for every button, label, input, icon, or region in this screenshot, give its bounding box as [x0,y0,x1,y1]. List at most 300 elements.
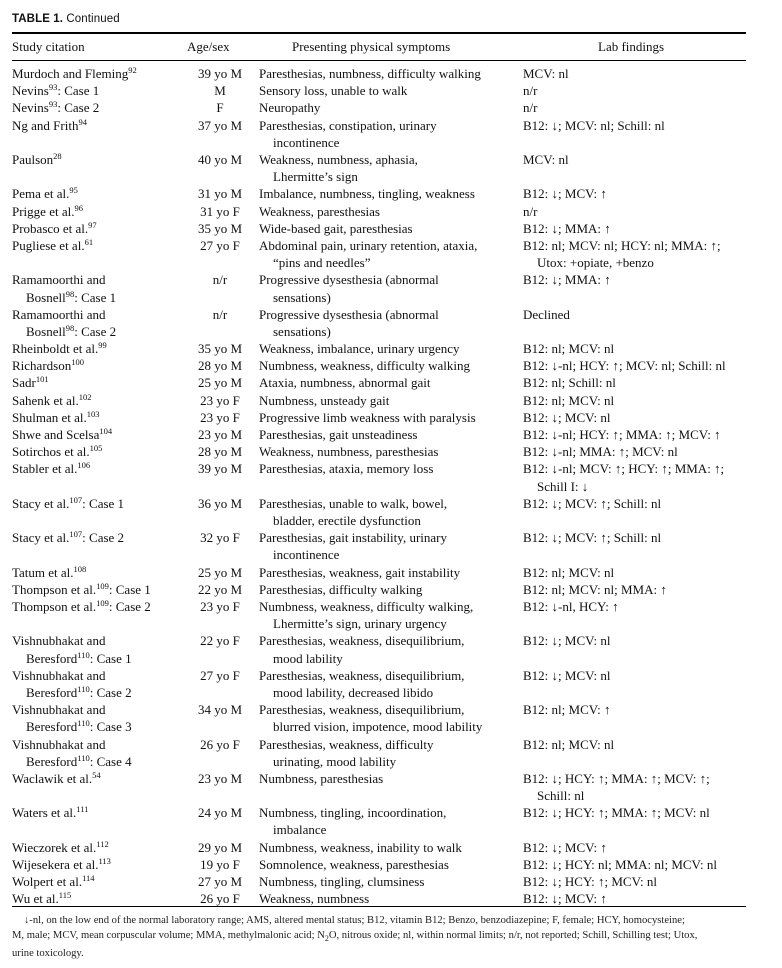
study-citation-cell [12,357,184,374]
lab-findings-line: B12: nl; Schill: nl [523,375,616,391]
age-sex-cell: 22 yo F [200,633,240,649]
study-citation-cell [12,495,184,512]
symptoms-line: Ataxia, numbness, abnormal gait [259,375,431,391]
table-row [0,374,782,391]
study-citation-cell [12,99,184,116]
lab-findings-cell [523,392,751,409]
age-sex-cell: 40 yo M [197,151,243,167]
study-citation-line [12,426,184,443]
study-citation-line [12,392,184,409]
symptoms-cell [259,65,521,82]
lab-findings-cell [523,770,751,804]
case-label: : Case 1 [89,650,132,666]
symptoms-line: Paresthesias, difficulty walking [259,581,423,597]
symptoms-cell [259,409,521,426]
symptoms-cell [259,306,521,340]
footnote-subscript: 2 [324,934,329,944]
lab-findings-line: B12: ↓-nl; MCV: ↑; HCY: ↑; MMA: ↑; [523,461,725,477]
symptoms-line: Numbness, paresthesias [259,770,384,786]
study-citation-text: Wolpert et al. [12,874,83,890]
study-citation-cell [12,804,184,821]
reference-number: 110 [77,683,90,694]
age-sex-cell: 28 yo M [197,358,243,374]
study-citation-text: Richardson [12,358,72,374]
lab-findings-cell [523,890,751,907]
age-sex-cell: 31 yo F [200,203,240,219]
age-sex-cell: 28 yo M [197,444,243,460]
table-row [0,99,782,116]
symptoms-line: Weakness, numbness, paresthesias [259,444,439,460]
lab-findings-cell [523,839,751,856]
lab-findings-line: B12: ↓-nl; HCY: ↑; MMA: ↑; MCV: ↑ [523,427,721,443]
lab-findings-cell [523,873,751,890]
table-continued: Continued [66,13,120,25]
reference-number: 106 [77,460,91,471]
symptoms-cell [259,890,521,907]
table-body [0,65,782,907]
table-row [0,82,782,99]
symptoms-line: Weakness, numbness [259,891,370,907]
reference-number: 100 [71,357,84,368]
reference-number: 110 [77,649,90,660]
lab-findings-cell [523,340,751,357]
table-header [0,39,782,57]
age-sex-cell: 22 yo M [197,581,243,597]
lab-findings-line: B12: ↓; MCV: ↑ [523,891,607,907]
lab-findings-line: MCV: nl [523,151,569,167]
lab-findings-line: B12: ↓; HCY: nl; MMA: nl; MCV: nl [523,856,717,872]
study-citation-cell [12,839,184,856]
study-citation-line [12,151,184,168]
lab-findings-cell [523,736,751,753]
symptoms-line: imbalance [273,822,327,838]
symptoms-cell [259,237,521,271]
case-label: : Case 2 [89,684,132,700]
study-citation-text: Ramamoorthi and [12,272,106,288]
symptoms-line: Paresthesias, weakness, difficulty [259,736,434,752]
study-citation-line [12,667,184,684]
study-citation-cell [12,237,184,254]
lab-findings-line: Utox: +opiate, +benzo [537,255,654,271]
reference-number: 93 [48,99,58,110]
study-citation-line [12,701,184,718]
case-label: : Case 1 [74,289,117,305]
lab-findings-line: B12: ↓; MMA: ↑ [523,272,611,288]
header-age-sex: Age/sex [187,39,230,54]
lab-findings-line: B12: ↓; MMA: ↑ [523,220,611,236]
symptoms-line: Paresthesias, numbness, difficulty walking [259,66,481,81]
table-row [0,770,782,804]
study-citation-text: Beresford [26,719,78,735]
table-row [0,65,782,82]
reference-number: 108 [73,563,87,574]
case-label: : Case 1 [82,495,125,511]
study-citation-text: Pema et al. [12,186,70,202]
study-citation-line [12,65,184,82]
age-sex-cell: 26 yo F [200,891,240,907]
lab-findings-line: n/r [523,203,538,219]
study-citation-cell [12,271,184,305]
symptoms-cell [259,529,521,563]
reference-number: 97 [88,219,97,230]
header-symptoms: Presenting physical symptoms [292,39,451,54]
symptoms-cell [259,185,521,202]
table-row [0,564,782,581]
lab-findings-line: B12: ↓; MCV: nl [523,409,611,425]
table-row [0,598,782,632]
study-citation-text: Pugliese et al. [12,237,85,253]
study-citation-text: Stacy et al. [12,495,70,511]
study-citation-text: Sotirchos et al. [12,444,90,460]
study-citation-text: Shulman et al. [12,409,87,425]
symptoms-cell [259,460,521,477]
lab-findings-line: Declined [523,306,570,322]
table-row [0,804,782,838]
symptoms-line: “pins and needles” [273,255,371,271]
study-citation-cell [12,151,184,168]
lab-findings-cell [523,374,751,391]
study-citation-cell [12,564,184,581]
symptoms-cell [259,443,521,460]
age-sex-cell: 26 yo F [200,736,240,752]
study-citation-cell [12,856,184,873]
symptoms-line: Abdominal pain, urinary retention, ataxia, [259,237,478,253]
reference-number: 98 [65,322,75,333]
bottom-rule [12,906,746,907]
symptoms-cell [259,426,521,443]
study-citation-line [12,460,184,477]
reference-number: 96 [74,202,83,213]
age-sex-cell: F [216,100,224,116]
study-citation-text: Beresford [26,753,78,769]
lab-findings-line: B12: ↓-nl; MMA: ↑; MCV: nl [523,444,678,460]
lab-findings-line: B12: ↓; MCV: ↑ [523,839,607,855]
table-caption [12,13,120,25]
symptoms-cell [259,82,521,99]
age-sex-cell: 32 yo F [200,530,240,546]
case-label: : Case 2 [57,100,100,116]
study-citation-line [12,581,184,598]
reference-number: 111 [76,804,89,815]
study-citation-text: Nevins [12,83,49,99]
reference-number: 110 [77,718,90,729]
table-row [0,117,782,151]
study-citation-cell [12,340,184,357]
lab-findings-cell [523,185,751,202]
table-row [0,736,782,770]
table-row [0,581,782,598]
study-citation-cell [12,117,184,134]
study-citation-cell [12,736,184,770]
reference-number: 102 [78,391,92,402]
symptoms-line: Progressive limb weakness with paralysis [259,409,476,425]
lab-findings-line: B12: ↓; HCY: ↑; MMA: ↑; MCV: ↑; [523,770,710,786]
symptoms-line: Imbalance, numbness, tingling, weakness [259,186,475,202]
case-label: : Case 1 [108,581,151,597]
symptoms-line: Paresthesias, gait unsteadiness [259,427,418,443]
study-citation-text: Vishnubhakat and [12,736,106,752]
study-citation-line [12,340,184,357]
study-citation-text: Sahenk et al. [12,392,79,408]
study-citation-cell [12,374,184,391]
study-citation-line [12,529,184,546]
study-citation-cell [12,185,184,202]
reference-number: 93 [48,82,58,93]
lab-findings-line: B12: ↓; HCY: ↑; MMA: ↑; MCV: nl [523,805,710,821]
lab-findings-cell [523,426,751,443]
study-citation-cell [12,65,184,82]
lab-findings-line: B12: ↓; MCV: nl; Schill: nl [523,117,665,133]
symptoms-cell [259,873,521,890]
study-citation-line [12,409,184,426]
footnote-line-1: ↓-nl, on the low end of the normal laboratory range; AMS, altered mental status; B12, vitamin B12; Benzo, benzodiazepine; F, female; HCY, homocysteine; [24,915,685,926]
study-citation-text: Ramamoorthi and [12,306,106,322]
symptoms-line: Numbness, tingling, incoordination, [259,805,447,821]
symptoms-line: Paresthesias, weakness, disequilibrium, [259,667,465,683]
table-row [0,237,782,271]
age-sex-cell: 25 yo M [197,564,243,580]
lab-findings-cell [523,203,751,220]
study-citation-text: Shwe and Scelsa [12,427,100,443]
study-citation-line [12,237,184,254]
symptoms-line: Progressive dysesthesia (abnormal [259,306,439,322]
study-citation-text: Paulson [12,151,54,167]
header-rule [12,60,746,61]
study-citation-text: Beresford [26,684,78,700]
lab-findings-cell [523,99,751,116]
table-row [0,667,782,701]
footnote-line-2 [12,928,748,946]
age-sex-cell: 31 yo M [197,186,243,202]
age-sex-cell: 25 yo M [197,375,243,391]
study-citation-text: Rheinboldt et al. [12,341,99,357]
study-citation-line [12,736,184,753]
reference-number: 114 [82,873,95,884]
symptoms-cell [259,598,521,632]
age-sex-cell: 23 yo F [200,409,240,425]
case-label: : Case 3 [89,719,132,735]
symptoms-line: Weakness, paresthesias [259,203,380,219]
study-citation-line [12,374,184,391]
study-citation-line [12,99,184,116]
table-row [0,839,782,856]
lab-findings-cell [523,151,751,168]
symptoms-cell [259,495,521,529]
symptoms-cell [259,374,521,391]
symptoms-cell [259,736,521,770]
footnote-line-2-b: O, nitrous oxide; nl, within normal limits; n/r, not reported; Schill, Schilling test; Utox, [328,930,698,941]
study-citation-cell [12,632,184,666]
reference-number: 101 [35,374,49,385]
symptoms-line: Paresthesias, weakness, disequilibrium, [259,702,465,718]
symptoms-cell [259,151,521,185]
study-citation-text: Vishnubhakat and [12,702,106,718]
symptoms-cell [259,804,521,838]
study-citation-line [12,306,184,323]
lab-findings-line: B12: ↓; MCV: nl [523,633,611,649]
symptoms-line: bladder, erectile dysfunction [273,512,421,528]
reference-number: 99 [98,340,107,351]
symptoms-line: incontinence [273,134,340,150]
study-citation-text: Wijesekera et al. [12,856,99,872]
symptoms-cell [259,357,521,374]
symptoms-line: Paresthesias, weakness, gait instability [259,564,461,580]
table-row [0,890,782,907]
study-citation-cell [12,890,184,907]
lab-findings-line: B12: ↓-nl; HCY: ↑; MCV: nl; Schill: nl [523,358,726,374]
symptoms-line: Lhermitte’s sign [273,169,358,185]
study-citation-text: Wieczorek et al. [12,839,97,855]
table-row [0,856,782,873]
reference-number: 109 [96,597,109,608]
case-label: : Case 2 [74,323,117,339]
lab-findings-line: Schill I: ↓ [537,478,589,494]
age-sex-cell: 27 yo F [200,667,240,683]
reference-number: 104 [99,426,113,437]
symptoms-line: Numbness, weakness, difficulty walking [259,358,470,374]
study-citation-text: Tatum et al. [12,564,74,580]
study-citation-line [12,117,184,134]
age-sex-cell: 24 yo M [197,805,243,821]
study-citation-text: Waclawik et al. [12,770,93,786]
age-sex-cell: 39 yo M [197,461,243,477]
table-row [0,306,782,340]
study-citation-cell [12,203,184,220]
age-sex-cell: 37 yo M [197,117,243,133]
symptoms-line: sensations) [273,323,331,339]
study-citation-line [12,770,184,787]
age-sex-cell: 34 yo M [197,702,243,718]
study-citation-text: Stabler et al. [12,461,78,477]
lab-findings-line: B12: nl; MCV: nl [523,392,615,408]
age-sex-cell: 35 yo M [197,341,243,357]
lab-findings-line: B12: ↓; MCV: nl [523,667,611,683]
study-citation-cell [12,701,184,735]
table-row [0,340,782,357]
study-citation-line [12,839,184,856]
symptoms-line: Neuropathy [259,100,321,116]
study-citation-text: Thompson et al. [12,581,97,597]
table-row [0,529,782,563]
table-row [0,203,782,220]
lab-findings-cell [523,65,751,82]
study-citation-line [12,357,184,374]
study-citation-text: Nevins [12,100,49,116]
symptoms-line: Weakness, imbalance, urinary urgency [259,341,460,357]
symptoms-cell [259,856,521,873]
study-citation-line [12,82,184,99]
lab-findings-cell [523,495,751,512]
study-citation-text: Wu et al. [12,891,59,907]
lab-findings-line: B12: nl; MCV: nl; MMA: ↑ [523,581,667,597]
reference-number: 61 [84,236,94,247]
study-citation-line [12,271,184,288]
symptoms-line: Paresthesias, ataxia, memory loss [259,461,434,477]
lab-findings-cell [523,667,751,684]
table-row [0,392,782,409]
age-sex-cell: n/r [212,272,228,288]
study-citation-cell [12,409,184,426]
footnote-line-2-a: M, male; MCV, mean corpuscular volume; MMA, methylmalonic acid; N [12,930,325,941]
study-citation-line [12,323,184,340]
lab-findings-line: B12: ↓; MCV: ↑; Schill: nl [523,530,662,546]
table-row [0,632,782,666]
table-row [0,185,782,202]
study-citation-cell [12,873,184,890]
lab-findings-cell [523,82,751,99]
lab-findings-line: B12: ↓; HCY: ↑; MCV: nl [523,874,657,890]
lab-findings-cell [523,632,751,649]
age-sex-cell: M [214,83,226,99]
lab-findings-cell [523,357,751,374]
lab-findings-cell [523,581,751,598]
study-citation-line [12,804,184,821]
table-row [0,220,782,237]
reference-number: 110 [77,752,90,763]
study-citation-cell [12,460,184,477]
study-citation-cell [12,306,184,340]
case-label: : Case 4 [89,753,132,769]
reference-number: 113 [98,855,111,866]
reference-number: 109 [96,580,109,591]
study-citation-line [12,890,184,907]
lab-findings-cell [523,306,751,323]
study-citation-text: Waters et al. [12,805,77,821]
study-citation-line [12,753,184,770]
study-citation-line [12,650,184,667]
age-sex-cell: 27 yo M [197,874,243,890]
symptoms-line: Lhermitte’s sign, urinary urgency [273,616,447,632]
symptoms-line: Sensory loss, unable to walk [259,83,408,99]
symptoms-line: Paresthesias, constipation, urinary [259,117,437,133]
reference-number: 94 [78,116,87,127]
table-label: TABLE 1. [12,13,64,25]
symptoms-line: Weakness, numbness, aphasia, [259,151,418,167]
lab-findings-line: B12: nl; MCV: nl [523,341,615,357]
reference-number: 92 [128,65,137,75]
study-citation-line [12,718,184,735]
study-citation-cell [12,443,184,460]
lab-findings-line: B12: nl; MCV: ↑ [523,702,611,718]
age-sex-cell: 19 yo F [200,856,240,872]
symptoms-line: mood lability, decreased libido [273,684,434,700]
age-sex-cell: 36 yo M [197,495,243,511]
lab-findings-cell [523,271,751,288]
symptoms-cell [259,220,521,237]
footnote-line-3: urine toxicology. [12,948,84,960]
study-citation-text: Probasco et al. [12,220,89,236]
lab-findings-line: B12: ↓; MCV: ↑ [523,186,607,202]
age-sex-cell: 39 yo M [197,66,243,81]
study-citation-line [12,873,184,890]
study-citation-cell [12,529,184,546]
lab-findings-cell [523,443,751,460]
study-citation-text: Thompson et al. [12,598,97,614]
symptoms-cell [259,839,521,856]
symptoms-cell [259,564,521,581]
lab-findings-cell [523,856,751,873]
table-row [0,443,782,460]
symptoms-cell [259,271,521,305]
lab-findings-line: B12: ↓; MCV: ↑; Schill: nl [523,495,662,511]
symptoms-line: urinating, mood lability [273,753,397,769]
reference-number: 95 [69,185,78,196]
case-label: : Case 1 [57,83,100,99]
reference-number: 28 [53,150,62,161]
reference-number: 112 [96,838,109,849]
table-footnote [12,913,748,961]
table-row [0,151,782,185]
